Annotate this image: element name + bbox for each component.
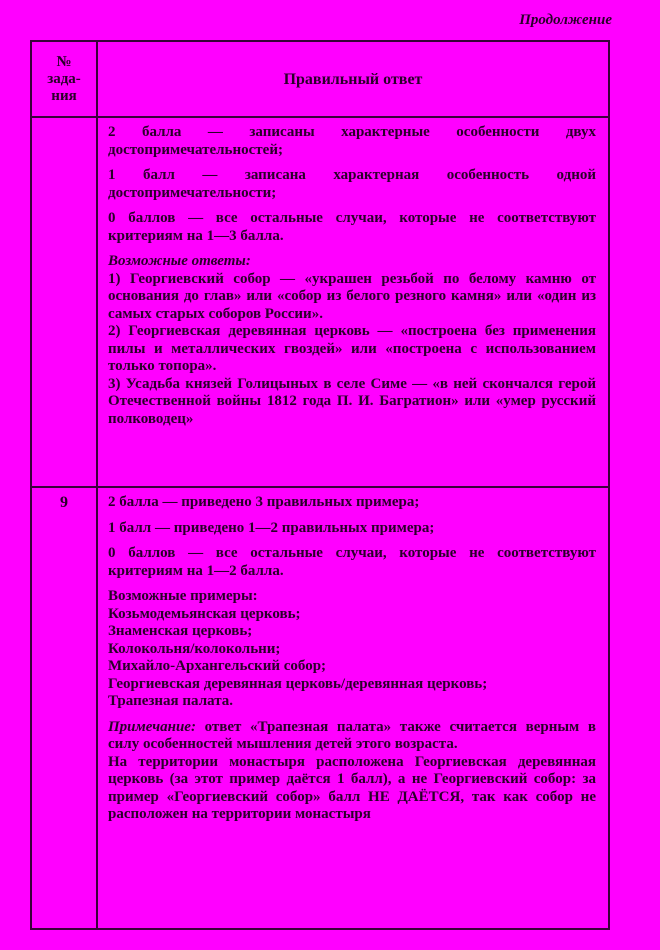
task-number-cell: 9: [31, 487, 97, 929]
task-number-header: [31, 41, 97, 117]
example-item: Михайло-Архангельский собор;: [108, 658, 327, 674]
answers-table: [30, 40, 610, 930]
answer-item-2: 2) Георгиевская деревянная церковь — «построена без применения пилы и металлических гвоздей» или «построена с использованием только топора».: [108, 323, 596, 374]
example-item: Знаменская церковь;: [108, 623, 253, 639]
header-num-line3: ния: [51, 87, 77, 104]
criterion-0-points: 0 баллов — все остальные случаи, которые не соответствуют критериям на 1—3 балла.: [108, 210, 596, 244]
header-num-line2: зада-: [47, 70, 81, 87]
continuation-label: Продолжение: [519, 12, 612, 28]
examples-label: Возможные примеры:: [108, 588, 258, 604]
answer-cell: [97, 117, 609, 487]
note-text: ответ «Трапезная палата» также считается верным в силу особенностей мышления детей этого возраста.: [108, 718, 596, 752]
note-label: Примечание:: [108, 718, 196, 735]
possible-answers-label: Возможные ответы:: [108, 253, 251, 269]
note-paragraph-2: На территории монастыря расположена Георгиевская деревянная церковь (за этот пример даётся 1 балл), а не Георгиевский собор: за пример «Георгиевский собор» балл НЕ ДАЁТСЯ, так как собор не расположен на территории монастыря: [108, 753, 596, 822]
example-item: Колокольня/колокольни;: [108, 640, 281, 657]
answer-cell: [97, 487, 609, 929]
criterion-1-point: 1 балл — записана характерная особенность одной достопримечательности;: [108, 167, 596, 201]
criterion-0-points: 0 баллов — все остальные случаи, которые не соответствуют критериям на 1—2 балла.: [108, 545, 596, 579]
answer-item-1: 1) Георгиевский собор — «украшен резьбой по белому камню от основания до глав» или «собор из белого резного камня» или «один из самых старых соборов России».: [108, 270, 596, 322]
table-row: [31, 487, 609, 929]
task-number-cell: [31, 117, 97, 487]
answer-item-3: 3) Усадьба князей Голицыных в селе Симе — «в ней скончался герой Отечественной войны 1812 года П. И. Багратион» или «умер русский полководец»: [108, 375, 596, 427]
example-item: Трапезная палата.: [108, 693, 234, 709]
criterion-1-point: 1 балл — приведено 1—2 правильных примера;: [108, 519, 435, 536]
correct-answer-header: Правильный ответ: [97, 41, 609, 117]
example-item: Георгиевская деревянная церковь/деревянная церковь;: [108, 675, 488, 692]
criterion-2-points: 2 балла — приведено 3 правильных примера;: [108, 494, 420, 510]
criterion-2-points: 2 балла — записаны характерные особенности двух достопримечательностей;: [108, 124, 596, 158]
table-header-row: [31, 41, 609, 117]
note-paragraph: [108, 719, 596, 754]
table-row: [31, 117, 609, 487]
header-num-line1: №: [56, 53, 72, 70]
example-item: Козьмодемьянская церковь;: [108, 605, 301, 622]
